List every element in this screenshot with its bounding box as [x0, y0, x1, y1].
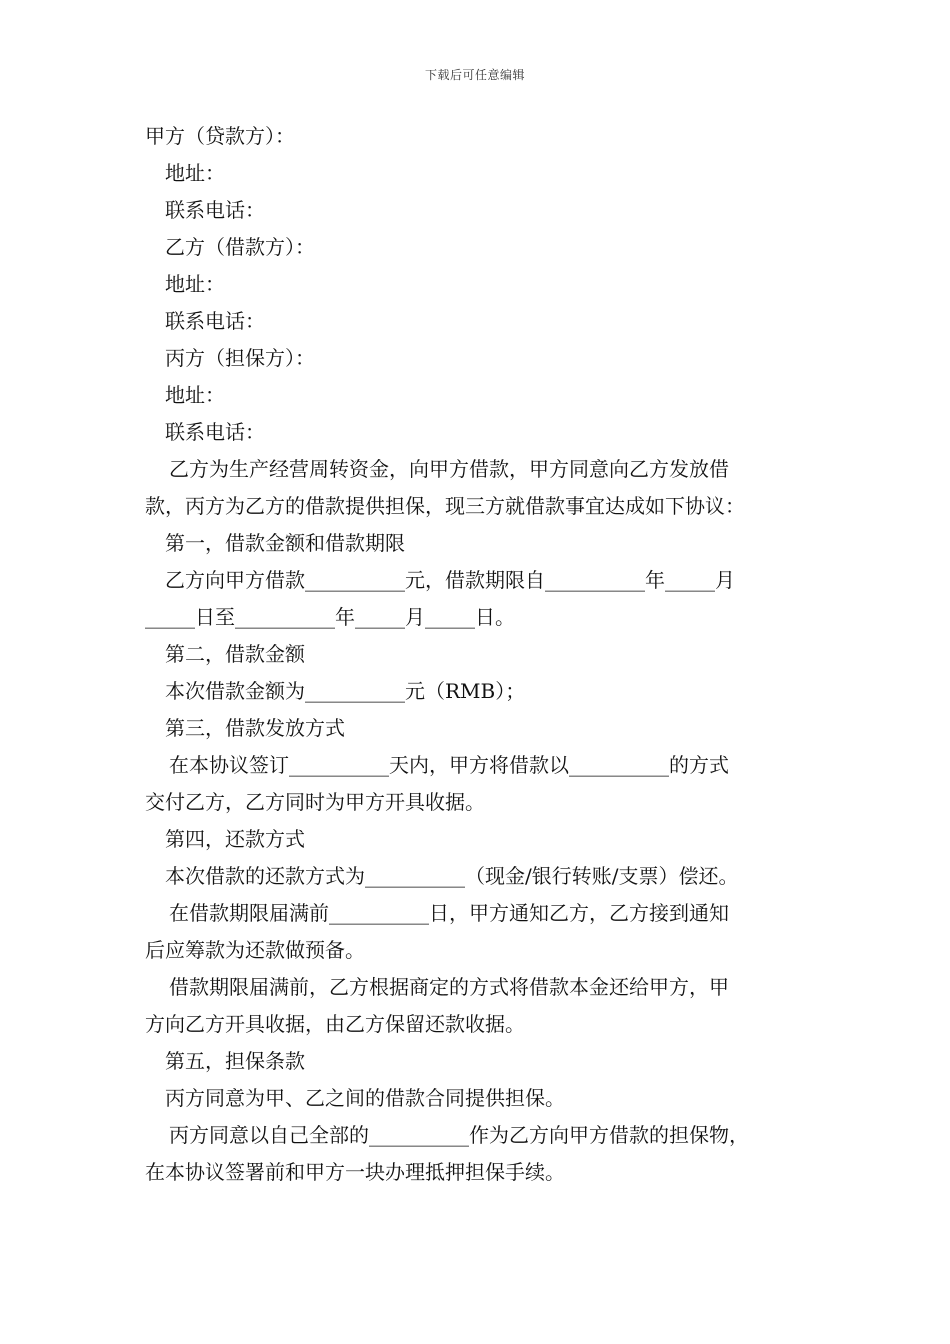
doc-line: 地址： — [165, 272, 225, 296]
doc-line: 地址： — [165, 161, 225, 185]
doc-line: 第四，还款方式 — [165, 827, 305, 851]
doc-line: 后应筹款为还款做预备。 — [145, 938, 365, 962]
doc-line: 第三，借款发放方式 — [165, 716, 345, 740]
doc-line: 方向乙方开具收据，由乙方保留还款收据。 — [145, 1012, 525, 1036]
doc-line: 地址： — [165, 383, 225, 407]
doc-line: 借款期限届满前，乙方根据商定的方式将借款本金还给甲方，甲 — [169, 975, 729, 999]
doc-line: 丙方（担保方）： — [165, 346, 315, 370]
doc-line: 交付乙方，乙方同时为甲方开具收据。 — [145, 790, 485, 814]
doc-line: 联系电话： — [165, 198, 265, 222]
doc-line: 乙方向甲方借款__________元，借款期限自__________年_____月 — [165, 568, 735, 592]
doc-line: _____日至__________年_____月_____日。 — [145, 605, 515, 629]
doc-line: 第二，借款金额 — [165, 642, 305, 666]
doc-line: 联系电话： — [165, 420, 265, 444]
doc-line: 丙方同意以自己全部的__________作为乙方向甲方借款的担保物， — [169, 1123, 749, 1147]
doc-line: 本次借款金额为__________元（RMB）； — [165, 679, 526, 703]
contract-body — [145, 118, 810, 1191]
doc-line: 第五，担保条款 — [165, 1049, 305, 1073]
doc-line: 联系电话： — [165, 309, 265, 333]
doc-line: 在本协议签署前和甲方一块办理抵押担保手续。 — [145, 1160, 565, 1184]
doc-line: 丙方同意为甲、乙之间的借款合同提供担保。 — [165, 1086, 565, 1110]
doc-line: 第一，借款金额和借款期限 — [165, 531, 405, 555]
doc-line: 款，丙方为乙方的借款提供担保，现三方就借款事宜达成如下协议： — [145, 494, 745, 518]
page-header: 下载后可任意编辑 — [424, 68, 525, 82]
doc-line: 本次借款的还款方式为__________（现金/银行转账/支票）偿还。 — [165, 864, 739, 888]
doc-line: 乙方（借款方）： — [165, 235, 315, 259]
doc-line: 在借款期限届满前__________日，甲方通知乙方，乙方接到通知 — [169, 901, 729, 925]
doc-line: 在本协议签订__________天内，甲方将借款以__________的方式 — [169, 753, 729, 777]
doc-line: 甲方（贷款方）： — [145, 124, 295, 148]
doc-line: 乙方为生产经营周转资金，向甲方借款，甲方同意向乙方发放借 — [169, 457, 729, 481]
